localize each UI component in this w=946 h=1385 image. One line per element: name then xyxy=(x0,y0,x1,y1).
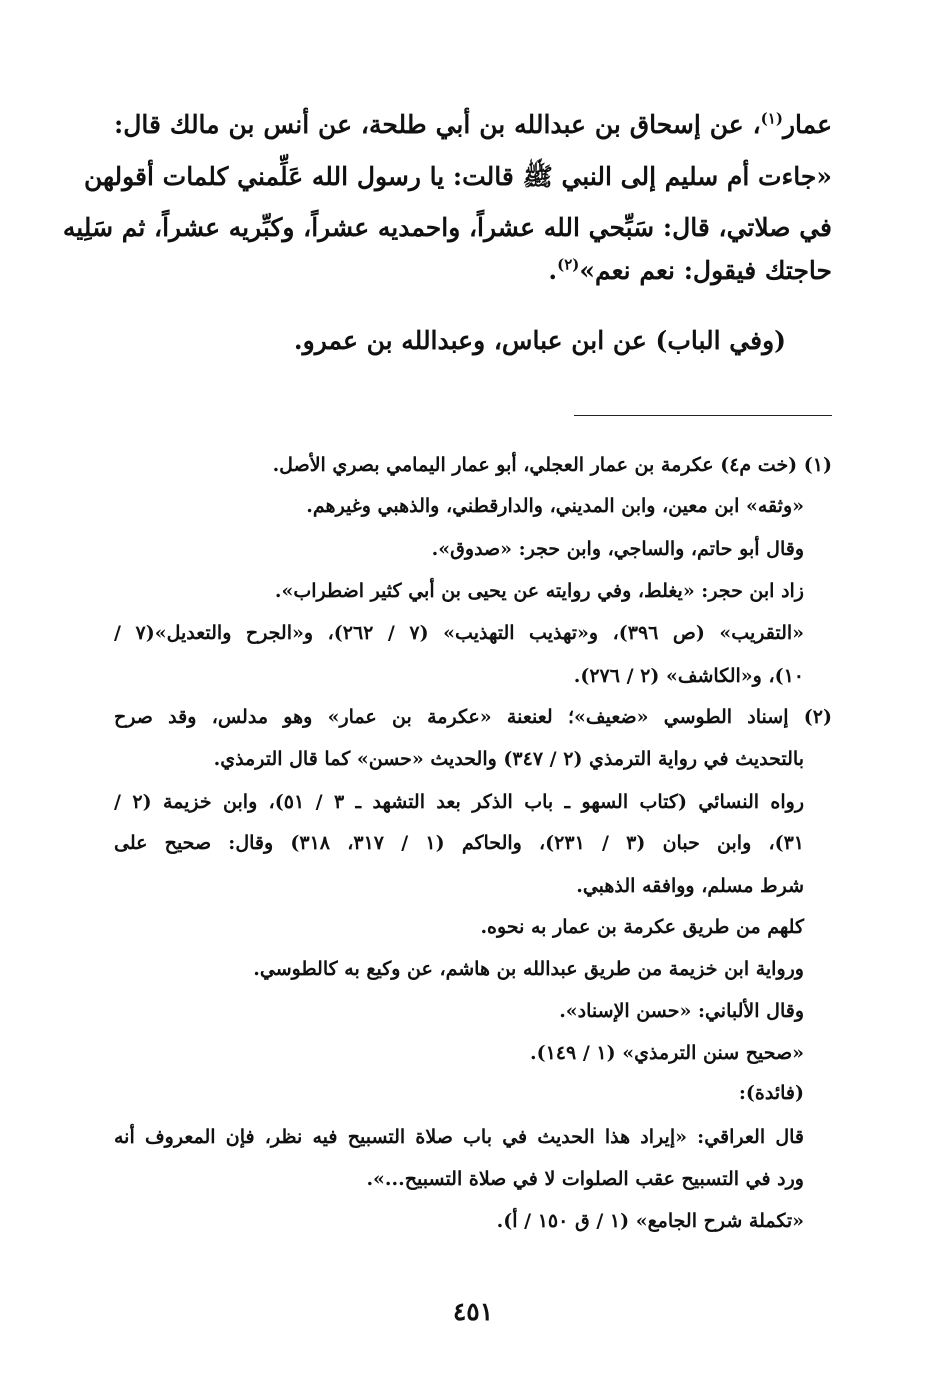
main-text-line xyxy=(548,255,832,285)
footnote-line: «التقريب» (ص ٣٩٦)، و«تهذيب التهذيب» (٧ / ٢٦٢)، و«الجرح والتعديل»(٧ / xyxy=(114,622,805,644)
main-text-line: في صلاتي، قال: سَبِّحي الله عشراً، واحمديه عشراً، وكبِّريه عشراً، ثم سَلِيه xyxy=(62,213,832,242)
main-text-fragment: . xyxy=(548,256,558,285)
footnote-line: رواه النسائي (كتاب السهو ـ باب الذكر بعد التشهد ـ ٣ / ٥١)، وابن خزيمة (٢ / xyxy=(114,791,804,813)
footnote-line: وقال الألباني: «حسن الإسناد». xyxy=(559,1000,804,1022)
footnote-line: ورد في التسبيح عقب الصلوات لا في صلاة التسبيح...». xyxy=(366,1168,804,1190)
footnote-ref: (٢) xyxy=(557,255,580,274)
page-number: ٤٥١ xyxy=(452,1297,494,1326)
footnote-line: (فائدة): xyxy=(738,1082,804,1104)
footnote-line: ورواية ابن خزيمة من طريق عبدالله بن هاشم، عن وكيع به كالطوسي. xyxy=(253,958,804,980)
footnote-line: «تكملة شرح الجامع» (١ / ق ١٥٠ / أ). xyxy=(496,1210,804,1232)
footnote-line: «وثقه» ابن معين، وابن المديني، والدارقطني، والذهبي وغيرهم. xyxy=(306,495,804,517)
footnote-line: وقال أبو حاتم، والساجي، وابن حجر: «صدوق». xyxy=(431,538,804,560)
main-text-fragment: حاجتك فيقول: نعم نعم» xyxy=(579,256,832,285)
related-chapter-line: (وفي الباب) عن ابن عباس، وعبدالله بن عمرو. xyxy=(293,326,786,355)
main-text-fragment: ، عن إسحاق بن عبدالله بن أبي طلحة، عن أنس بن مالك قال: xyxy=(114,110,761,139)
footnote-line: (٢) إسناد الطوسي «ضعيف»؛ لعنعنة «عكرمة بن عمار» وهو مدلس، وقد صرح xyxy=(114,706,832,728)
footnote-line: ١٠)، و«الكاشف» (٢ / ٢٧٦). xyxy=(573,665,804,687)
footnote-ref: (١) xyxy=(760,109,783,128)
footnote-line: ٣١)، وابن حبان (٣ / ٢٣١)، والحاكم (١ / ٣١٧، ٣١٨) وقال: صحيح على xyxy=(114,832,805,854)
main-text-fragment: عمار xyxy=(782,110,832,139)
footnote-line: كلهم من طريق عكرمة بن عمار به نحوه. xyxy=(480,916,804,938)
main-text-line: «جاءت أم سليم إلى النبي ﷺ قالت: يا رسول الله عَلِّمني كلمات أقولهن xyxy=(83,162,832,191)
footnote-separator xyxy=(574,415,832,416)
footnote-line: «صحيح سنن الترمذي» (١ / ١٤٩). xyxy=(529,1042,804,1064)
footnote-line: بالتحديث في رواية الترمذي (٢ / ٣٤٧) والحديث «حسن» كما قال الترمذي. xyxy=(213,748,804,770)
footnote-line: (١) (خت م٤) عكرمة بن عمار العجلي، أبو عمار اليمامي بصري الأصل. xyxy=(272,454,832,476)
main-text-line xyxy=(114,109,832,139)
footnote-line: قال العراقي: «إيراد هذا الحديث في باب صلاة التسبيح فيه نظر، فإن المعروف أنه xyxy=(114,1126,804,1148)
footnote-line: زاد ابن حجر: «يغلط، وفي روايته عن يحيى بن أبي كثير اضطراب». xyxy=(274,580,804,602)
footnote-line: شرط مسلم، ووافقه الذهبي. xyxy=(576,875,804,897)
